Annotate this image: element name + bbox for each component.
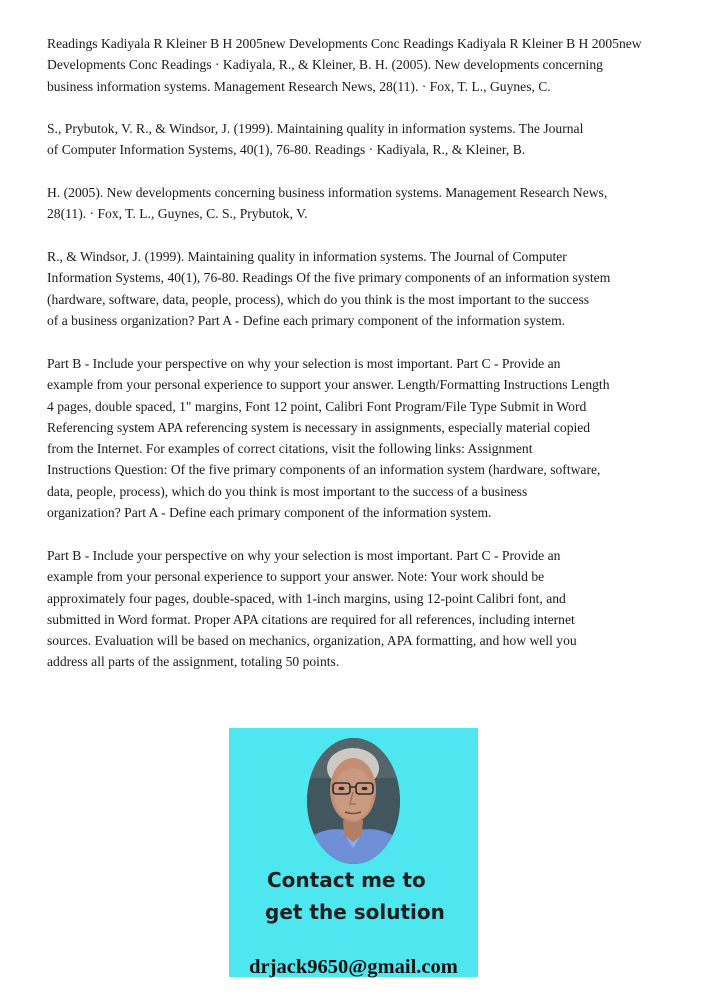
text-line: S., Prybutok, V. R., & Windsor, J. (1999). Maintaining quality in information systems. The Journal (47, 121, 584, 136)
paragraph-2 (47, 118, 687, 161)
paragraph-5 (47, 353, 687, 523)
text-line: Part B - Include your perspective on why your selection is most important. Part C - Provide an (47, 548, 561, 563)
text-line: 4 pages, double spaced, 1" margins, Font 12 point, Calibri Font Program/File Type Submit in Word (47, 398, 587, 414)
text-line: sources. Evaluation will be based on mechanics, organization, APA formatting, and how well you (47, 633, 577, 649)
author-photo (307, 738, 400, 864)
text-line: Readings Kadiyala R Kleiner B H 2005new Developments Conc Readings Kadiyala R Kleiner B H 2005new (47, 36, 642, 51)
contact-email[interactable]: drjack9650@gmail.com (249, 955, 458, 978)
paragraph-1 (47, 33, 687, 97)
text-line: example from your personal experience to support your answer. Note: Your work should be (47, 569, 545, 585)
text-line: business information systems. Management Research News, 28(11). · Fox, T. L., Guynes, C. (47, 78, 551, 94)
text-line: Part B - Include your perspective on why your selection is most important. Part C - Provide an (47, 356, 561, 371)
text-line: address all parts of the assignment, totaling 50 points. (47, 654, 340, 670)
text-line: example from your personal experience to support your answer. Length/Formatting Instructions Length (47, 377, 610, 393)
text-line: R., & Windsor, J. (1999). Maintaining quality in information systems. The Journal of Computer (47, 249, 567, 264)
text-line: Developments Conc Readings · Kadiyala, R., & Kleiner, B. H. (2005). New developments concerning (47, 57, 603, 73)
text-line: organization? Part A - Define each primary component of the information system. (47, 505, 492, 521)
text-line: submitted in Word format. Proper APA citations are required for all references, including internet (47, 611, 575, 627)
text-line: 28(11). · Fox, T. L., Guynes, C. S., Prybutok, V. (47, 206, 308, 222)
contact-heading-line-1: Contact me to (267, 868, 426, 892)
text-line: from the Internet. For examples of correct citations, visit the following links: Assignment (47, 441, 533, 457)
text-line: Information Systems, 40(1), 76-80. Readings Of the five primary components of an information system (47, 270, 611, 286)
paragraph-4 (47, 246, 687, 331)
text-line: (hardware, software, data, people, process), which do you think is the most important to the success (47, 291, 590, 307)
text-line: H. (2005). New developments concerning business information systems. Management Research News, (47, 185, 608, 200)
contact-heading-line-2: get the solution (265, 900, 445, 924)
paragraph-3 (47, 182, 687, 225)
text-line: data, people, process), which do you think is most important to the success of a business (47, 483, 528, 499)
contact-ad-banner[interactable] (229, 728, 478, 977)
text-line: of a business organization? Part A - Define each primary component of the information system. (47, 312, 566, 328)
text-line: Instructions Question: Of the five primary components of an information system (hardware, software, (47, 462, 601, 478)
text-line: of Computer Information Systems, 40(1), 76-80. Readings · Kadiyala, R., & Kleiner, B. (47, 142, 526, 158)
text-line: Referencing system APA referencing system is necessary in assignments, especially material copied (47, 419, 591, 435)
paragraph-6 (47, 545, 687, 673)
author-photo-illustration (307, 738, 400, 864)
text-line: approximately four pages, double-spaced, with 1-inch margins, using 12-point Calibri font, and (47, 590, 566, 606)
